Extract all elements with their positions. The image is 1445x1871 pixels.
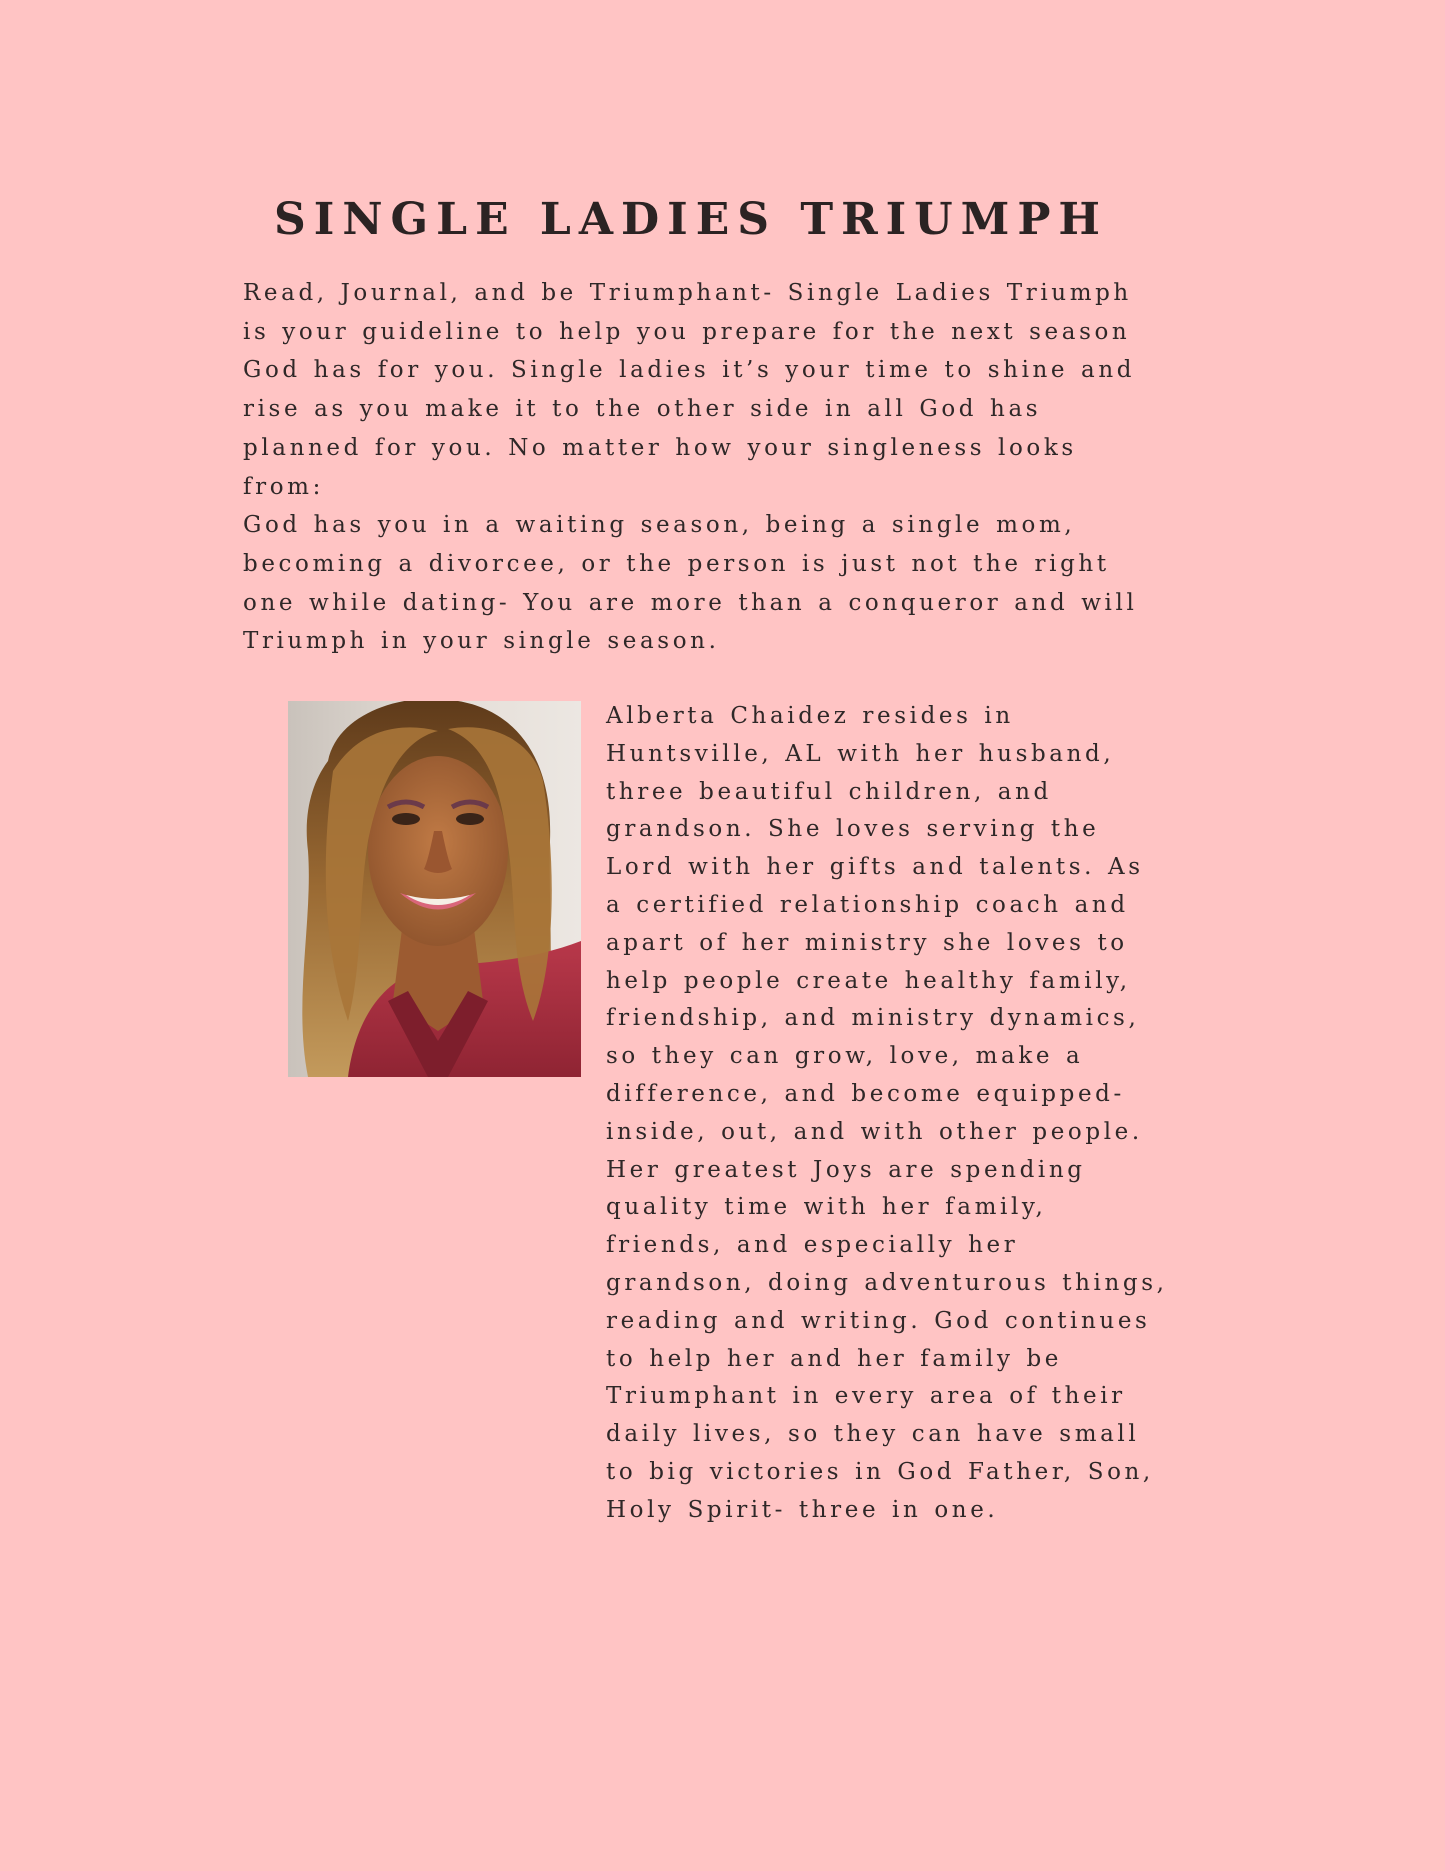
author-bio: Alberta Chaidez resides in Huntsville, AL with her husband, three beautiful children, and grandson. She loves serving the Lord with her gifts and talents. As a certified relationship coach and apart of her ministry she loves to help people create healthy family, friendship, and ministry dynamics, so they can grow, love, make a difference, and become equipped- inside, out, and with other people. Her greatest Joys are spending quality time with her family, friends, and especially her grandson, doing adventurous things, reading and writing. God continues to help her and her family be Triumphant in every area of their daily lives, so they can have small to big victories in God Father, Son, Holy Spirit- three in one. [606,703,1168,1523]
author-photo [288,701,581,1077]
author-portrait-icon [288,701,581,1077]
page-title: SINGLE LADIES TRIUMPH [273,194,1108,245]
intro-paragraph: Read, Journal, and be Triumphant- Single Ladies Triumph is your guideline to help you prepare for the next season God has for you. Single ladies it’s your time to shine and rise as you make it to the other side in all God has planned for you. No matter how your singleness looks from: God has you in a waiting season, being a single mom, becoming a divorcee, or the person is just not the right one while dating- You are more than a conqueror and will Triumph in your single season. [243,280,1138,655]
